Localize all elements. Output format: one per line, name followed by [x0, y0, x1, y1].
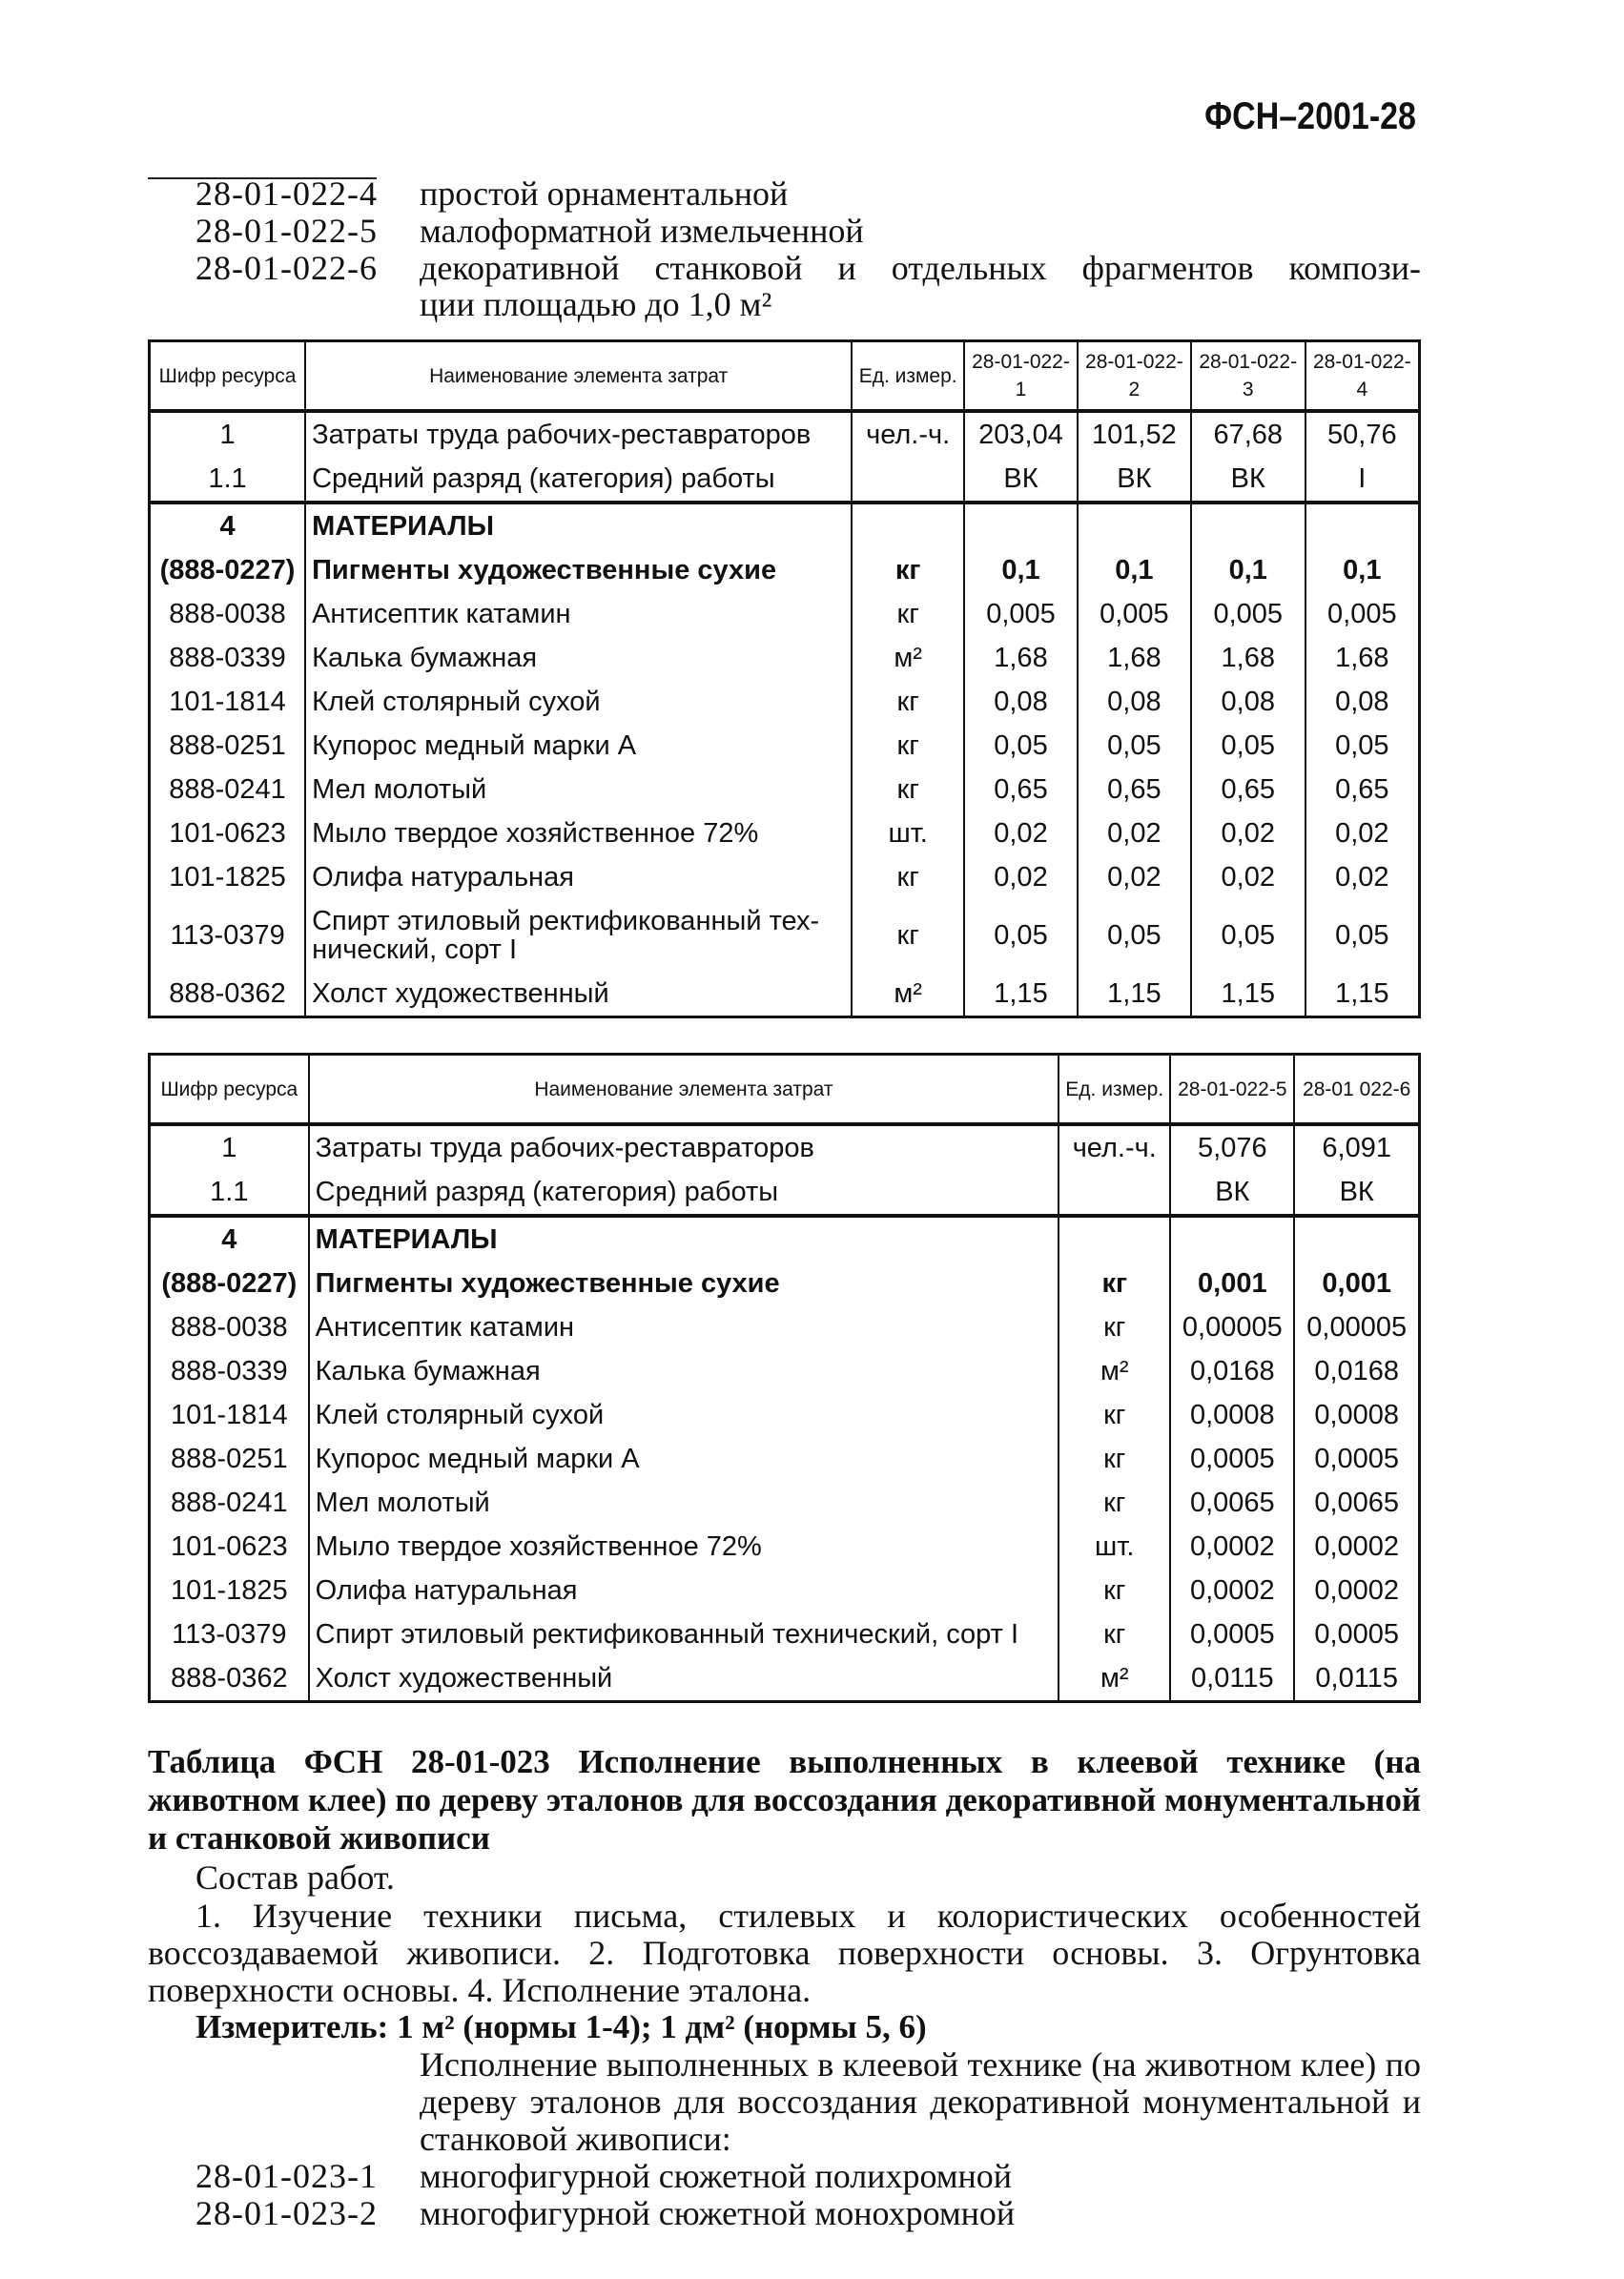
norm-value: [1294, 1216, 1419, 1262]
norm-value: 0,05: [1305, 899, 1420, 972]
resource-code: 888-0362: [150, 1656, 309, 1702]
unit: [852, 457, 964, 503]
unit: кг: [1059, 1305, 1170, 1349]
unit: кг: [1059, 1393, 1170, 1437]
norm-value: 0,1: [964, 548, 1078, 592]
norm-value: 50,76: [1305, 411, 1420, 457]
norm-value: 0,005: [1305, 592, 1420, 636]
unit: кг: [852, 548, 964, 592]
norm-value: 0,1: [1191, 548, 1305, 592]
norm-value: 0,05: [1191, 724, 1305, 768]
norm-value: 0,02: [1078, 855, 1191, 899]
norm-value: 0,0005: [1294, 1437, 1419, 1481]
norm-value: 1,68: [1305, 636, 1420, 680]
norm-value: 0,0002: [1170, 1569, 1294, 1612]
norm-value: 0,1: [1305, 548, 1420, 592]
norm-value: 0,0065: [1170, 1481, 1294, 1525]
unit: кг: [852, 899, 964, 972]
norm-text: многофигурной сюжетной полихромной: [420, 2157, 1013, 2195]
norm-value: 0,001: [1294, 1262, 1419, 1305]
resource-code: 888-0339: [150, 1349, 309, 1393]
norm-value: 0,005: [1078, 592, 1191, 636]
column-header: Наименование элемента затрат: [309, 1055, 1059, 1125]
resource-code: 888-0251: [150, 724, 306, 768]
norm-code: 28-01-023-2: [195, 2194, 378, 2232]
unit: кг: [852, 680, 964, 724]
resource-code: 1: [150, 411, 306, 457]
cost-element-name: Купорос медный марки А: [309, 1437, 1059, 1481]
resource-code: 1: [150, 1124, 309, 1170]
norm-value: ВК: [1294, 1170, 1419, 1216]
norm-value: [1170, 1216, 1294, 1262]
resource-code: 888-0241: [150, 1481, 309, 1525]
resource-code: 888-0339: [150, 636, 306, 680]
table-row: [150, 636, 1420, 680]
table-header-row: [150, 1055, 1420, 1125]
unit: чел.-ч.: [1059, 1124, 1170, 1170]
norm-code: [195, 286, 420, 323]
norm-value: 1,15: [1078, 972, 1191, 1017]
norm-value: 101,52: [1078, 411, 1191, 457]
table-row: [150, 457, 1420, 503]
table-row: [150, 899, 1420, 972]
table-row: [150, 411, 1420, 457]
norm-value: 0,05: [1078, 899, 1191, 972]
resource-code: 101-1825: [150, 855, 306, 899]
cost-element-name: МАТЕРИАЛЫ: [309, 1216, 1059, 1262]
table-row: [150, 1262, 1420, 1305]
norm-item: [195, 175, 1421, 213]
column-header: 28-01-022-5: [1170, 1055, 1294, 1125]
norm-value: 0,02: [964, 811, 1078, 855]
table-row: [150, 1437, 1420, 1481]
unit: [852, 503, 964, 548]
norm-value: 0,0115: [1294, 1656, 1419, 1702]
norm-value: 0,0005: [1294, 1612, 1419, 1656]
unit: кг: [1059, 1481, 1170, 1525]
unit: кг: [1059, 1569, 1170, 1612]
cost-element-name: Средний разряд (категория) работы: [305, 457, 852, 503]
column-header: 28-01-022-2: [1078, 341, 1191, 412]
norm-value: 0,001: [1170, 1262, 1294, 1305]
resource-code: (888-0227): [150, 1262, 309, 1305]
table-row: [150, 1216, 1420, 1262]
norm-value: 0,05: [964, 724, 1078, 768]
column-header: 28-01-022-3: [1191, 341, 1305, 412]
norm-value: 0,65: [1191, 768, 1305, 811]
cost-element-name: Клей столярный сухой: [309, 1393, 1059, 1437]
table-row: [150, 1656, 1420, 1702]
resource-code: (888-0227): [150, 548, 306, 592]
norm-value: 0,0168: [1294, 1349, 1419, 1393]
table-row: [150, 811, 1420, 855]
resource-code: 113-0379: [150, 1612, 309, 1656]
cost-element-name: Мел молотый: [309, 1481, 1059, 1525]
resource-code: 113-0379: [150, 899, 306, 972]
norm-code: 28-01-023-1: [195, 2157, 378, 2195]
table-row: [150, 972, 1420, 1017]
table-row: [150, 1525, 1420, 1569]
cost-element-name: Холст художественный: [305, 972, 852, 1017]
norm-text: декоративной станковой и отдельных фрагментов компози-: [420, 249, 1421, 287]
norm-value: ВК: [1170, 1170, 1294, 1216]
norm-value: 0,05: [964, 899, 1078, 972]
cost-element-name: Олифа натуральная: [309, 1569, 1059, 1612]
table-row: [150, 503, 1420, 548]
norm-value: 0,0008: [1294, 1393, 1419, 1437]
norm-value: 0,05: [1191, 899, 1305, 972]
unit: м²: [852, 972, 964, 1017]
column-header: 28-01-022-1: [964, 341, 1078, 412]
resource-code: 888-0251: [150, 1437, 309, 1481]
unit: [1059, 1170, 1170, 1216]
unit: кг: [852, 592, 964, 636]
unit: шт.: [1059, 1525, 1170, 1569]
norm-value: 0,05: [1305, 724, 1420, 768]
norm-value: 0,02: [1191, 855, 1305, 899]
resource-table-1: [148, 339, 1421, 1018]
norm-value: [1078, 503, 1191, 548]
resource-code: 4: [150, 503, 306, 548]
resource-code: 888-0038: [150, 592, 306, 636]
norm-value: 0,08: [1191, 680, 1305, 724]
cost-element-name: Олифа натуральная: [305, 855, 852, 899]
table-row: [150, 724, 1420, 768]
norm-value: 0,0002: [1170, 1525, 1294, 1569]
column-header: 28-01-022-4: [1305, 341, 1420, 412]
norm-text: малоформатной измельченной: [420, 212, 864, 250]
norm-value: 0,05: [1078, 724, 1191, 768]
norm-value: 0,00005: [1170, 1305, 1294, 1349]
unit: кг: [852, 724, 964, 768]
cost-element-name: Клей столярный сухой: [305, 680, 852, 724]
norm-value: 6,091: [1294, 1124, 1419, 1170]
table-row: [150, 592, 1420, 636]
column-header: Шифр ресурса: [150, 341, 306, 412]
table-row: [150, 1305, 1420, 1349]
norm-value: 0,1: [1078, 548, 1191, 592]
norm-value: 0,02: [1191, 811, 1305, 855]
norm-value: 0,0002: [1294, 1525, 1419, 1569]
norm-value: ВК: [1078, 457, 1191, 503]
table-row: [150, 1349, 1420, 1393]
cost-element-name: Холст художественный: [309, 1656, 1059, 1702]
cost-element-name: Пигменты художественные сухие: [309, 1262, 1059, 1305]
column-header: Ед. измер.: [852, 341, 964, 412]
cost-element-name: Купорос медный марки А: [305, 724, 852, 768]
column-header: Шифр ресурса: [150, 1055, 309, 1125]
unit: [1059, 1216, 1170, 1262]
resource-code: 888-0241: [150, 768, 306, 811]
norm-value: 0,65: [1305, 768, 1420, 811]
norm-item: [195, 2195, 1421, 2232]
resource-code: 1.1: [150, 457, 306, 503]
norm-value: I: [1305, 457, 1420, 503]
norm-value: 5,076: [1170, 1124, 1294, 1170]
cost-element-name: Затраты труда рабочих-реставраторов: [305, 411, 852, 457]
norm-value: ВК: [964, 457, 1078, 503]
norm-value: [964, 503, 1078, 548]
norm-value: 0,0168: [1170, 1349, 1294, 1393]
norm-value: 0,02: [1305, 811, 1420, 855]
norm-value: 0,08: [1078, 680, 1191, 724]
unit: кг: [1059, 1437, 1170, 1481]
norm-value: 1,68: [1191, 636, 1305, 680]
unit: шт.: [852, 811, 964, 855]
table-row: [150, 1124, 1420, 1170]
norm-text: простой орнаментальной: [420, 175, 789, 213]
norm-item: [195, 2158, 1421, 2195]
norm-item: [195, 286, 1421, 323]
norm-value: 1,15: [1191, 972, 1305, 1017]
meter: Измеритель: 1 м² (нормы 1-4); 1 дм² (нормы 5, 6): [195, 2008, 927, 2045]
resource-code: 101-1814: [150, 1393, 309, 1437]
norm-item: [195, 213, 1421, 250]
unit: кг: [852, 768, 964, 811]
norm-text: ции площадью до 1,0 м²: [420, 285, 772, 323]
cost-element-name: Средний разряд (категория) работы: [309, 1170, 1059, 1216]
norm-value: ВК: [1191, 457, 1305, 503]
resource-code: 101-0623: [150, 811, 306, 855]
norm-value: 0,65: [964, 768, 1078, 811]
norm-value: 0,00005: [1294, 1305, 1419, 1349]
work-text: 1. Изучение техники письма, стилевых и колористических особенностей воссоздаваемой живописи. 2. Подготовка поверхности основы. 3. Огрунтовка поверхности основы. 4. Исполнение эталона.: [148, 1897, 1421, 2009]
norm-value: 203,04: [964, 411, 1078, 457]
cost-element-name: Спирт этиловый ректификованный тех-нический, сорт I: [305, 899, 852, 972]
cost-element-name: Мыло твердое хозяйственное 72%: [309, 1525, 1059, 1569]
resource-table-2: [148, 1053, 1421, 1703]
table-row: [150, 1569, 1420, 1612]
column-header: Наименование элемента затрат: [305, 341, 852, 412]
resource-code: 1.1: [150, 1170, 309, 1216]
norm-code: 28-01-022-6: [195, 249, 378, 287]
table-row: [150, 680, 1420, 724]
cost-element-name: Антисептик катамин: [305, 592, 852, 636]
resource-code: 888-0362: [150, 972, 306, 1017]
norm-value: 0,0005: [1170, 1612, 1294, 1656]
resource-code: 888-0038: [150, 1305, 309, 1349]
norm-value: 1,68: [964, 636, 1078, 680]
cost-element-name: Затраты труда рабочих-реставраторов: [309, 1124, 1059, 1170]
norm-value: 0,08: [1305, 680, 1420, 724]
norm-value: 0,02: [964, 855, 1078, 899]
column-header: Ед. измер.: [1059, 1055, 1170, 1125]
table-row: [150, 548, 1420, 592]
norm-value: 0,0065: [1294, 1481, 1419, 1525]
table-header-row: [150, 341, 1420, 412]
norm-value: 1,68: [1078, 636, 1191, 680]
norm-value: 1,15: [964, 972, 1078, 1017]
cost-element-name: Спирт этиловый ректификованный технический, сорт I: [309, 1612, 1059, 1656]
table-row: [150, 855, 1420, 899]
norm-text: многофигурной сюжетной монохромной: [420, 2194, 1016, 2232]
table-row: [150, 1170, 1420, 1216]
norm-value: 0,0005: [1170, 1437, 1294, 1481]
unit: кг: [1059, 1262, 1170, 1305]
unit: чел.-ч.: [852, 411, 964, 457]
norm-value: 67,68: [1191, 411, 1305, 457]
cost-element-name: МАТЕРИАЛЫ: [305, 503, 852, 548]
cost-element-name: Антисептик катамин: [309, 1305, 1059, 1349]
unit: кг: [852, 855, 964, 899]
intro-text: Исполнение выполненных в клеевой технике (на животном клее) по дереву эталонов для воссоздания декоративной монументальной и станковой живописи:: [420, 2045, 1421, 2158]
unit: м²: [852, 636, 964, 680]
table-row: [150, 768, 1420, 811]
norm-code: 28-01-022-5: [195, 212, 378, 250]
resource-code: 101-1814: [150, 680, 306, 724]
cost-element-name: Калька бумажная: [305, 636, 852, 680]
norm-value: 0,65: [1078, 768, 1191, 811]
norm-value: 0,08: [964, 680, 1078, 724]
unit: м²: [1059, 1349, 1170, 1393]
section-title: Таблица ФСН 28-01-023 Исполнение выполненных в клеевой технике (на животном клее) по дереву эталонов для воссоздания декоративной монументальной и станковой живописи: [148, 1743, 1421, 1857]
cost-element-name: Пигменты художественные сухие: [305, 548, 852, 592]
norm-value: 0,005: [1191, 592, 1305, 636]
norm-value: 0,0008: [1170, 1393, 1294, 1437]
unit: кг: [1059, 1612, 1170, 1656]
norm-value: [1305, 503, 1420, 548]
cost-element-name: Мыло твердое хозяйственное 72%: [305, 811, 852, 855]
norm-value: 0,005: [964, 592, 1078, 636]
norm-value: [1191, 503, 1305, 548]
norm-value: 0,0115: [1170, 1656, 1294, 1702]
resource-code: 101-1825: [150, 1569, 309, 1612]
resource-code: 4: [150, 1216, 309, 1262]
table-row: [150, 1612, 1420, 1656]
table-row: [150, 1393, 1420, 1437]
cost-element-name: Калька бумажная: [309, 1349, 1059, 1393]
unit: м²: [1059, 1656, 1170, 1702]
page-header-code: ФСН–2001-28: [1204, 95, 1416, 137]
norm-value: 0,02: [1078, 811, 1191, 855]
norm-value: 0,02: [1305, 855, 1420, 899]
column-header: 28-01 022-6: [1294, 1055, 1419, 1125]
resource-code: 101-0623: [150, 1525, 309, 1569]
norm-value: 0,0002: [1294, 1569, 1419, 1612]
table-row: [150, 1481, 1420, 1525]
cost-element-name: Мел молотый: [305, 768, 852, 811]
norm-value: 1,15: [1305, 972, 1420, 1017]
norm-code: 28-01-022-4: [195, 175, 378, 213]
work-label: Состав работ.: [195, 1858, 395, 1897]
norm-item: [195, 250, 1421, 287]
